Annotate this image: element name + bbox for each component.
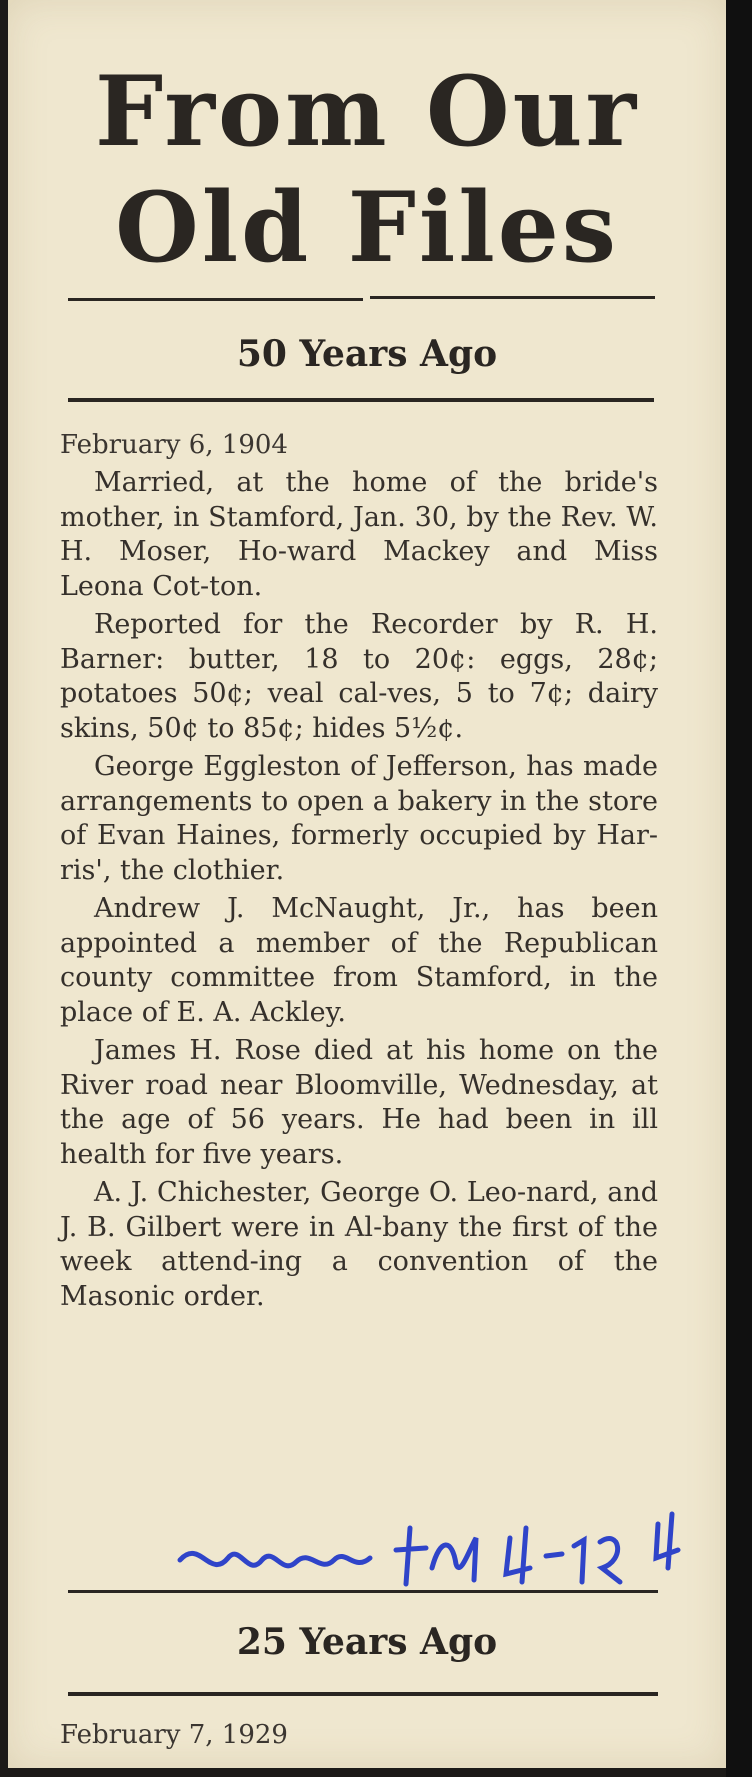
- paragraph-masonic: A. J. Chichester, George O. Leo-nard, and J. B. Gilbert were in Al-bany the first of the week attend-ing a convention of the Masonic order.: [60, 1177, 658, 1312]
- headline-line-2: Old Files: [115, 171, 619, 284]
- section-rule-25-years: [68, 1692, 658, 1696]
- paragraph-committee: Andrew J. McNaught, Jr., has been appointed a member of the Republican county committee from Stamford, in the place of E. A. Ackley.: [60, 893, 658, 1028]
- section-title-50-years: 50 Years Ago: [236, 333, 498, 375]
- newspaper-clipping: [8, 0, 726, 1768]
- section-date-1904: February 6, 1904: [60, 430, 288, 460]
- section-date-1929: February 7, 1929: [60, 1720, 288, 1750]
- paragraph-market-prices: Reported for the Recorder by R. H. Barner: butter, 18 to 20¢: eggs, 28¢; potatoes 50¢; veal cal-ves, 5 to 7¢; dairy skins, 50¢ to 85¢; hides 5½¢.: [60, 609, 658, 744]
- paragraph-bakery: George Eggleston of Jefferson, has made arrangements to open a bakery in the store of Evan Haines, formerly occupied by Har-ris', the clothier.: [60, 751, 658, 886]
- paragraph-wedding: Married, at the home of the bride's mother, in Stamford, Jan. 30, by the Rev. W. H. Moser, Ho-ward Mackey and Miss Leona Cot-ton.: [60, 467, 658, 602]
- paragraph-obituary: James H. Rose died at his home on the River road near Bloomville, Wednesday, at the age of 56 years. He had been in ill health for five years.: [60, 1035, 658, 1170]
- handwritten-signature: [170, 1498, 706, 1598]
- headline-line-1: From Our: [94, 55, 640, 168]
- headline-rule-right: [370, 296, 655, 299]
- section-rule-25-top: [68, 1590, 658, 1593]
- section-rule-50-years: [68, 398, 654, 402]
- headline-rule-left: [68, 298, 363, 301]
- background-edge: [726, 0, 752, 1777]
- section-title-25-years: 25 Years Ago: [236, 1621, 498, 1663]
- article-body: [60, 466, 658, 1318]
